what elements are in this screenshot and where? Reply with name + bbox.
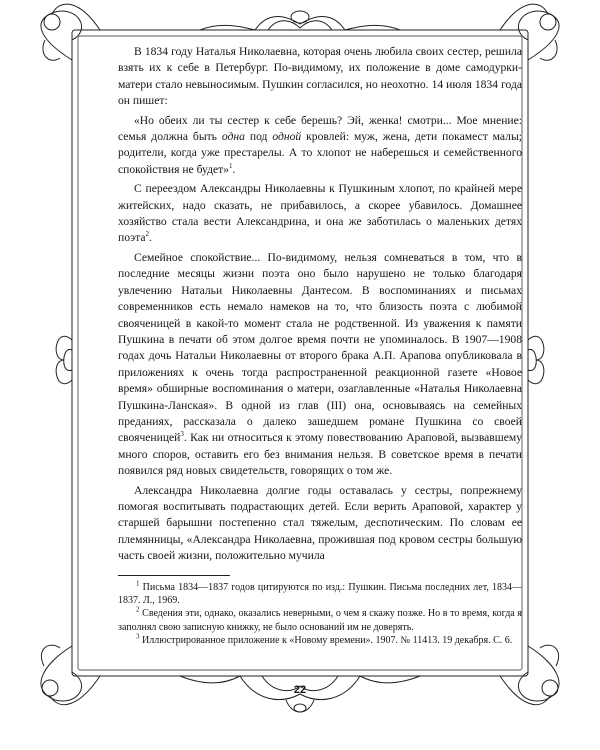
paragraph-3: С переездом Александры Николаевны к Пушкиным хлопот, по крайней мере житейских, надо сказать, не прибавилось, а скорее убавилось. Домашнее хозяйство стала вести Александрина, и она же заботилась о маленьких детях поэта$^2$. xyxy=(118,182,522,245)
italic-emphasis: одна xyxy=(221,130,245,144)
paragraph-1: В 1834 году Наталья Николаевна, которая очень любила своих сестер, решила взять их к себе в Петербург. По-видимому, их положение в доме самодурки-матери стало невыносимым. Пушкин согласился, но неохотно. 14 июля 1834 года он пишет: xyxy=(118,45,522,108)
paragraph-2-quote: «Но обеих ли ты сестер к себе берешь? Эй, женка! смотри... Мое мнение: семья должна быть одна под одной кровлей: муж, жена, дети покамест малы; родители, когда уже престарелы. А то хлопот не наберешься и семейственного спокойствия не будет»$^1$. xyxy=(118,113,522,176)
corner-ornament-top-left xyxy=(41,4,100,60)
footnote-ref-2[interactable]: 2 xyxy=(145,230,149,239)
side-ornament-right xyxy=(528,336,544,383)
footnote-3: $^3$ Иллюстрированное приложение к «Новому времени». 1907. № 11413. 19 декабря. С. 6. xyxy=(136,632,513,647)
footnote-1: $^1$ Письма 1834—1837 годов цитируются по изд.: Пушкин. Письма последних лет, 1834—1837. Л., 1969. xyxy=(118,579,522,606)
page-text xyxy=(118,44,522,648)
top-flourish-ornament xyxy=(200,11,400,30)
paragraph-4: Семейное спокойствие... По-видимому, нельзя сомневаться в том, что в последние месяцы жизни поэта оно было нарушено не только благодаря увлечению Натальи Николаевны Дантесом. В воспоминаниях и письмах современников есть немало намеков на то, что близость поэта с любимой свояченицей в какой-то момент стала не родственной. Из уважения к памяти Пушкина в печати об этом долгое время почти не упоминалось. В 1907—1908 годах дочь Натальи Николаевны от второго брака А.П. Арапова опубликовала в приложениях к очень тогда распространенной реакционной газете «Новое время» обширные воспоминания о матери, озаглавленные «Наталья Николаевна Пушкина-Ланская». В одной из глав (III) она, основываясь на семейных преданиях, рассказала о далеко зашедшем романе Пушкина со своей свояченицей$^3$. Как ни относиться к этому повествованию Араповой, вызвавшему много споров, оставить его без внимания нельзя. В советское время в печати появился ряд новых свидетельств, говорящих о том же. xyxy=(118,250,522,478)
footnote-ref-3[interactable]: 3 xyxy=(180,430,184,439)
paragraph-5: Александра Николаевна долгие годы оставалась у сестры, попрежнему помогая воспитывать подрастающих детей. Если верить Араповой, характер у старшей барышни постепенно стал тяжелым, деспотическим. По словам ее племянницы, «Александра Николаевна, прожившая под кровом сестры большую часть своей жизни, положительно мучила xyxy=(118,483,522,563)
footnote-2: $^2$ Сведения эти, однако, оказались неверными, о чем я скажу позже. Но в то время, когда я заполнял свою записную книжку, не было оснований им не доверять. xyxy=(118,606,522,633)
page-number: 22 xyxy=(293,684,307,696)
italic-emphasis: одной xyxy=(272,130,302,144)
footnote-separator xyxy=(118,575,230,576)
footnote-ref-1[interactable]: 1 xyxy=(229,161,233,170)
side-ornament-left xyxy=(56,336,72,383)
